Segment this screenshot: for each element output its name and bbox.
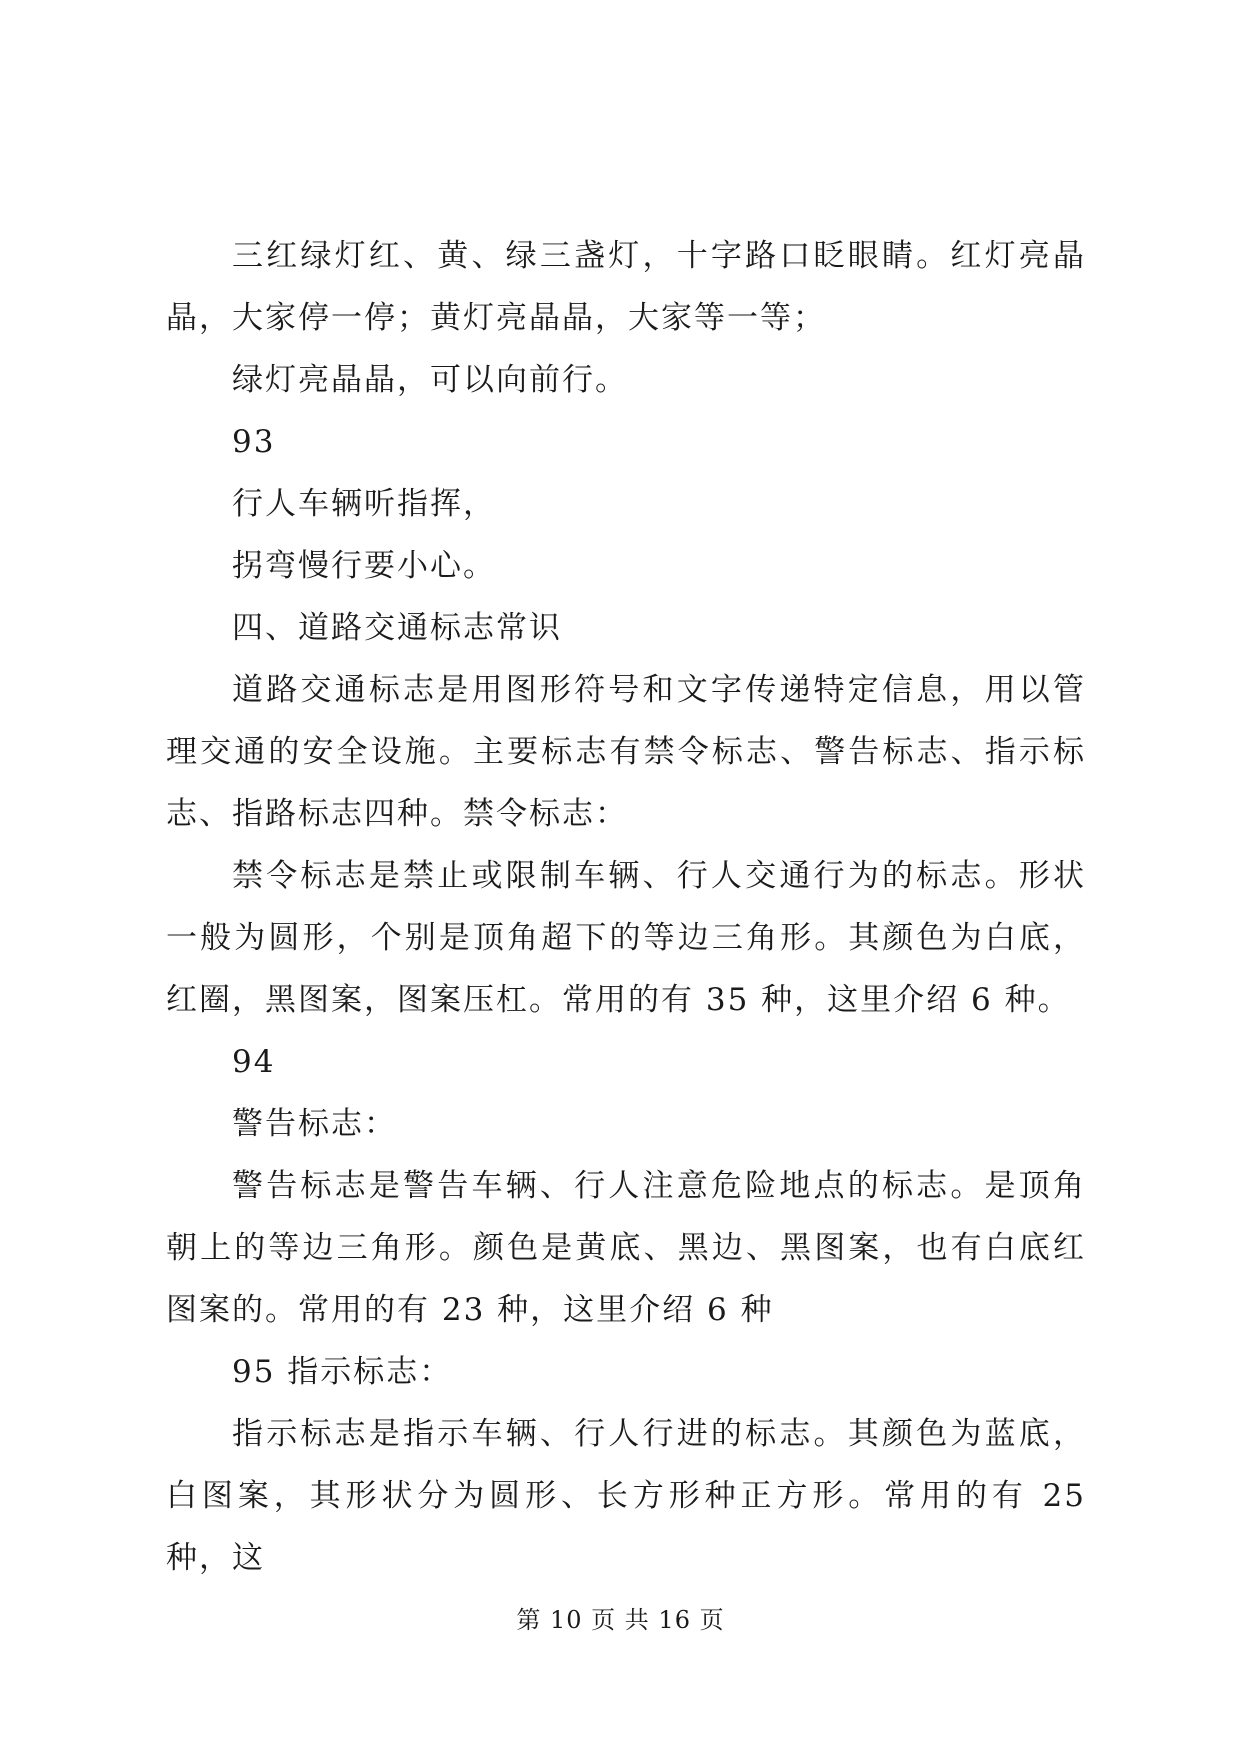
page-footer [0, 1600, 1241, 1635]
paragraph-indication-signs: 指示标志是指示车辆、行人行进的标志。其颜色为蓝底，白图案，其形状分为圆形、长方形种正方形。常用的有 25 种，这 [166, 1416, 1086, 1576]
document-body [166, 225, 1086, 1589]
paragraph-road-signs-intro: 道路交通标志是用图形符号和文字传递特定信息，用以管理交通的安全设施。主要标志有禁令标志、警告标志、指示标志、指路标志四种。禁令标志： [166, 672, 1086, 832]
paragraph-green-light: 绿灯亮晶晶，可以向前行。 [232, 362, 628, 398]
paragraph-turn-slowly: 拐弯慢行要小心。 [232, 548, 496, 584]
paragraph-number-93: 93 [232, 424, 276, 460]
paragraph-number-94: 94 [232, 1044, 276, 1080]
paragraph-warning-signs-heading: 警告标志： [232, 1106, 397, 1142]
paragraph-follow-command: 行人车辆听指挥， [232, 486, 496, 522]
section-heading-road-signs: 四、道路交通标志常识 [232, 610, 562, 646]
page-number-label: 第 10 页 共 16 页 [516, 1606, 725, 1634]
paragraph-traffic-light-rhyme: 三红绿灯红、黄、绿三盏灯，十字路口眨眼睛。红灯亮晶晶，大家停一停；黄灯亮晶晶，大家等一等； [166, 238, 1086, 336]
paragraph-prohibition-signs: 禁令标志是禁止或限制车辆、行人交通行为的标志。形状一般为圆形，个别是顶角超下的等边三角形。其颜色为白底，红圈，黑图案，图案压杠。常用的有 35 种，这里介绍 6 种。 [166, 858, 1086, 1018]
paragraph-warning-signs: 警告标志是警告车辆、行人注意危险地点的标志。是顶角朝上的等边三角形。颜色是黄底、黑边、黑图案，也有白底红图案的。常用的有 23 种，这里介绍 6 种 [166, 1168, 1086, 1328]
paragraph-indication-signs-heading: 95 指示标志： [232, 1354, 453, 1390]
